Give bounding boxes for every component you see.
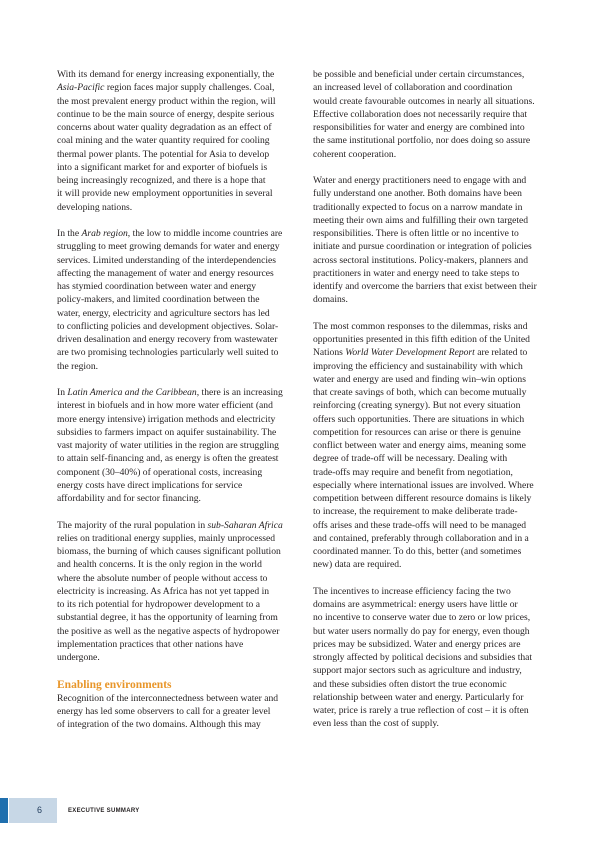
- paragraph-asia-pacific: [57, 68, 297, 214]
- text-line: to its rich potential for hydropower development to a: [57, 599, 261, 610]
- text-line: support major sectors such as agriculture and industry,: [313, 665, 522, 677]
- text-segment: In the: [57, 228, 82, 239]
- text-line: that create savings of both, which can become mutually: [313, 387, 527, 398]
- text-line: and these subsidies often distort the true economic: [313, 678, 507, 690]
- text-line: responsibilities for water and energy are combined into: [313, 122, 525, 133]
- text-line: fully understand one another. Both domains have been: [313, 188, 522, 200]
- page-number: 6: [37, 805, 43, 815]
- text-line: driven desalination and energy recovery from wastewater: [57, 334, 278, 345]
- text-line: [57, 227, 297, 240]
- footer-section-label: EXECUTIVE SUMMARY: [68, 808, 140, 814]
- text-line: being increasingly recognized, and there is a hope that: [57, 175, 266, 186]
- text-line: energy has led some observers to call for a greater level: [57, 705, 271, 717]
- text-line: thermal power plants. The potential for Asia to develop: [57, 148, 270, 160]
- text-line: competition between different resource domains is likely: [313, 493, 532, 504]
- text-line: especially where international issues are involved. Where: [313, 479, 534, 491]
- text-line: component (30–40%) of operational costs, increasing: [57, 466, 263, 478]
- text-line: interest in biofuels and in how more water efficient (and: [57, 400, 273, 412]
- text-line: services. Limited understanding of the interdependencies: [57, 254, 276, 266]
- text-line: no incentive to conserve water due to zero or low prices,: [313, 612, 531, 624]
- text-line: practitioners in water and energy need to take steps to: [313, 267, 520, 279]
- text-line: but water users normally do pay for energy, even though: [313, 625, 530, 637]
- text-line: the positive as well as the negative aspects of hydropower: [57, 625, 280, 637]
- text-segment: Nations: [313, 347, 346, 359]
- paragraph-practitioners: [313, 174, 555, 307]
- text-line: would create favourable outcomes in nearly all situations.: [313, 95, 535, 107]
- text-line: water and energy are used and finding win–win options: [313, 373, 526, 385]
- text-line: identify and overcome the barriers that exist between their: [313, 281, 537, 292]
- text-line: strongly affected by political decisions and subsidies that: [313, 652, 533, 663]
- italic-term: Latin America and the Caribbean: [67, 387, 197, 398]
- section-heading: Enabling environments: [57, 678, 172, 691]
- text-line: affordability and for sector financing.: [57, 493, 201, 504]
- text-line: degree of trade-off will be necessary. Dealing with: [313, 453, 508, 465]
- text-line: across sectoral institutions. Policy-makers, planners and: [313, 254, 529, 266]
- text-line: to conflicting policies and development objectives. Solar-: [57, 320, 279, 332]
- text-line: offs arises and these trade-offs will need to be managed: [313, 519, 527, 531]
- text-line: implementation practices that other nations have: [57, 638, 244, 650]
- text-line: and contained, preferably through collaboration and in a: [313, 532, 529, 544]
- text-line: affecting the management of water and energy resources: [57, 267, 274, 279]
- text-line: domains.: [313, 294, 348, 306]
- text-line: responsibilities. There is often little or no incentive to: [313, 228, 519, 239]
- text-line: are two promising technologies particularly well suited to: [57, 347, 279, 359]
- text-line: prices may be subsidized. Water and energy prices are: [313, 638, 521, 650]
- text-line: initiate and pursue coordination or integration of policies: [313, 241, 532, 253]
- text-line: be possible and beneficial under certain circumstances,: [313, 69, 525, 80]
- paragraph-latin-america: [57, 386, 297, 505]
- text-line: improving the efficiency and sustainability with which: [313, 360, 523, 372]
- text-line: subsidies to farmers impact on aquifer sustainability. The: [57, 426, 277, 438]
- text-line: traditionally expected to focus on a narrow mandate in: [313, 201, 523, 213]
- text-line: electricity is increasing. As Africa has not yet tapped in: [57, 585, 270, 597]
- text-line: trade-offs may require and benefit from negotiation,: [313, 466, 513, 478]
- italic-term: Asia-Pacific: [57, 82, 105, 94]
- text-segment: The majority of the rural population in: [57, 519, 208, 531]
- text-line: even less than the cost of supply.: [313, 718, 439, 730]
- text-line: to attain self-financing and, as energy is often the greatest: [57, 453, 279, 465]
- text-line: coherent cooperation.: [313, 148, 397, 160]
- text-line: it will provide new employment opportunities in several: [57, 188, 273, 200]
- text-line: the same institutional portfolio, nor does doing so assure: [313, 135, 531, 147]
- text-line: vast majority of water utilities in the region are struggling: [57, 440, 279, 451]
- text-line: reinforcing (creating synergy). But not every situation: [313, 400, 521, 412]
- left-column: [57, 68, 297, 731]
- text-segment: , there is an increasing: [196, 387, 283, 398]
- text-line: relationship between water and energy. Particularly for: [313, 691, 524, 703]
- text-line: has stymied coordination between water and energy: [57, 281, 257, 292]
- text-line: The incentives to increase efficiency facing the two: [313, 585, 511, 597]
- text-line: relies on traditional energy supplies, mainly unprocessed: [57, 532, 276, 544]
- text-line: [313, 346, 555, 359]
- text-line: energy costs have direct implications for service: [57, 479, 243, 491]
- text-line: the region.: [57, 360, 99, 372]
- paragraph-incentives: [313, 585, 555, 731]
- text-line: biomass, the burning of which causes significant pollution: [57, 546, 281, 557]
- text-line: struggling to meet growing demands for water and energy: [57, 241, 280, 253]
- text-line: With its demand for energy increasing exponentially, the: [57, 69, 275, 80]
- text-line: to increase, the requirement to make deliberate trade-: [313, 506, 518, 518]
- text-line: meeting their own aims and fulfilling their own targeted: [313, 214, 529, 226]
- text-line: [57, 386, 297, 399]
- text-line: water, energy, electricity and agriculture sectors has led: [57, 307, 270, 319]
- text-line: substantial degree, it has the opportunity of learning from: [57, 612, 278, 624]
- text-line: Effective collaboration does not necessarily require that: [313, 108, 527, 120]
- text-line: into a significant market for and exporter of biofuels is: [57, 161, 268, 173]
- paragraph-collaboration: [313, 68, 555, 161]
- italic-term: World Water Development Report: [345, 347, 475, 359]
- paragraph-common-responses: [313, 320, 555, 572]
- paragraph-sub-saharan-africa: [57, 519, 297, 665]
- text-line: where the absolute number of people without access to: [57, 572, 268, 584]
- text-segment: , the low to middle income countries are: [127, 228, 283, 239]
- italic-term: Arab region: [81, 228, 128, 239]
- text-line: policy-makers, and limited coordination between the: [57, 294, 260, 306]
- text-line: of integration of the two domains. Although this may: [57, 719, 261, 730]
- text-line: Water and energy practitioners need to engage with and: [313, 175, 527, 186]
- text-line: conflict between water and energy aims, meaning some: [313, 440, 526, 451]
- text-line: the most prevalent energy product within the region, will: [57, 95, 276, 107]
- footer-page-block: [9, 798, 57, 823]
- text-line: offers such opportunities. There are situations in which: [313, 413, 525, 425]
- text-line: competition for resources can arise or there is genuine: [313, 426, 521, 438]
- text-line: coal mining and the water quantity required for cooling: [57, 135, 270, 147]
- text-line: opportunities presented in this fifth edition of the United: [313, 334, 530, 345]
- paragraph-arab-region: [57, 227, 297, 373]
- text-line: concerns about water quality degradation as an effect of: [57, 122, 272, 133]
- italic-term: sub-Saharan Africa: [207, 519, 283, 531]
- text-line: The most common responses to the dilemmas, risks and: [313, 320, 528, 332]
- text-line: [57, 519, 297, 532]
- text-line: developing nations.: [57, 201, 133, 213]
- text-line: new) data are required.: [313, 559, 402, 571]
- right-column: [313, 68, 555, 731]
- footer-accent-bar: [0, 798, 8, 823]
- text-line: water, price is rarely a true reflection of cost – it is often: [313, 705, 529, 716]
- text-segment: are related to: [474, 347, 528, 359]
- text-line: Recognition of the interconnectedness between water and: [57, 692, 279, 704]
- text-line: domains are asymmetrical: energy users have little or: [313, 599, 518, 610]
- text-line: undergone.: [57, 652, 100, 663]
- text-line: continue to be the main source of energy, despite serious: [57, 108, 275, 120]
- text-line: more energy intensive) irrigation methods and electricity: [57, 413, 276, 425]
- text-line: and health concerns. It is the only region in the world: [57, 559, 262, 571]
- text-segment: region faces major supply challenges. Coal,: [104, 82, 275, 94]
- text-line: [57, 81, 297, 94]
- text-segment: In: [57, 387, 68, 398]
- paragraph-enabling-environments: [57, 692, 297, 732]
- text-line: an increased level of collaboration and coordination: [313, 82, 513, 94]
- text-line: coordinated manner. To do this, better (and sometimes: [313, 546, 522, 557]
